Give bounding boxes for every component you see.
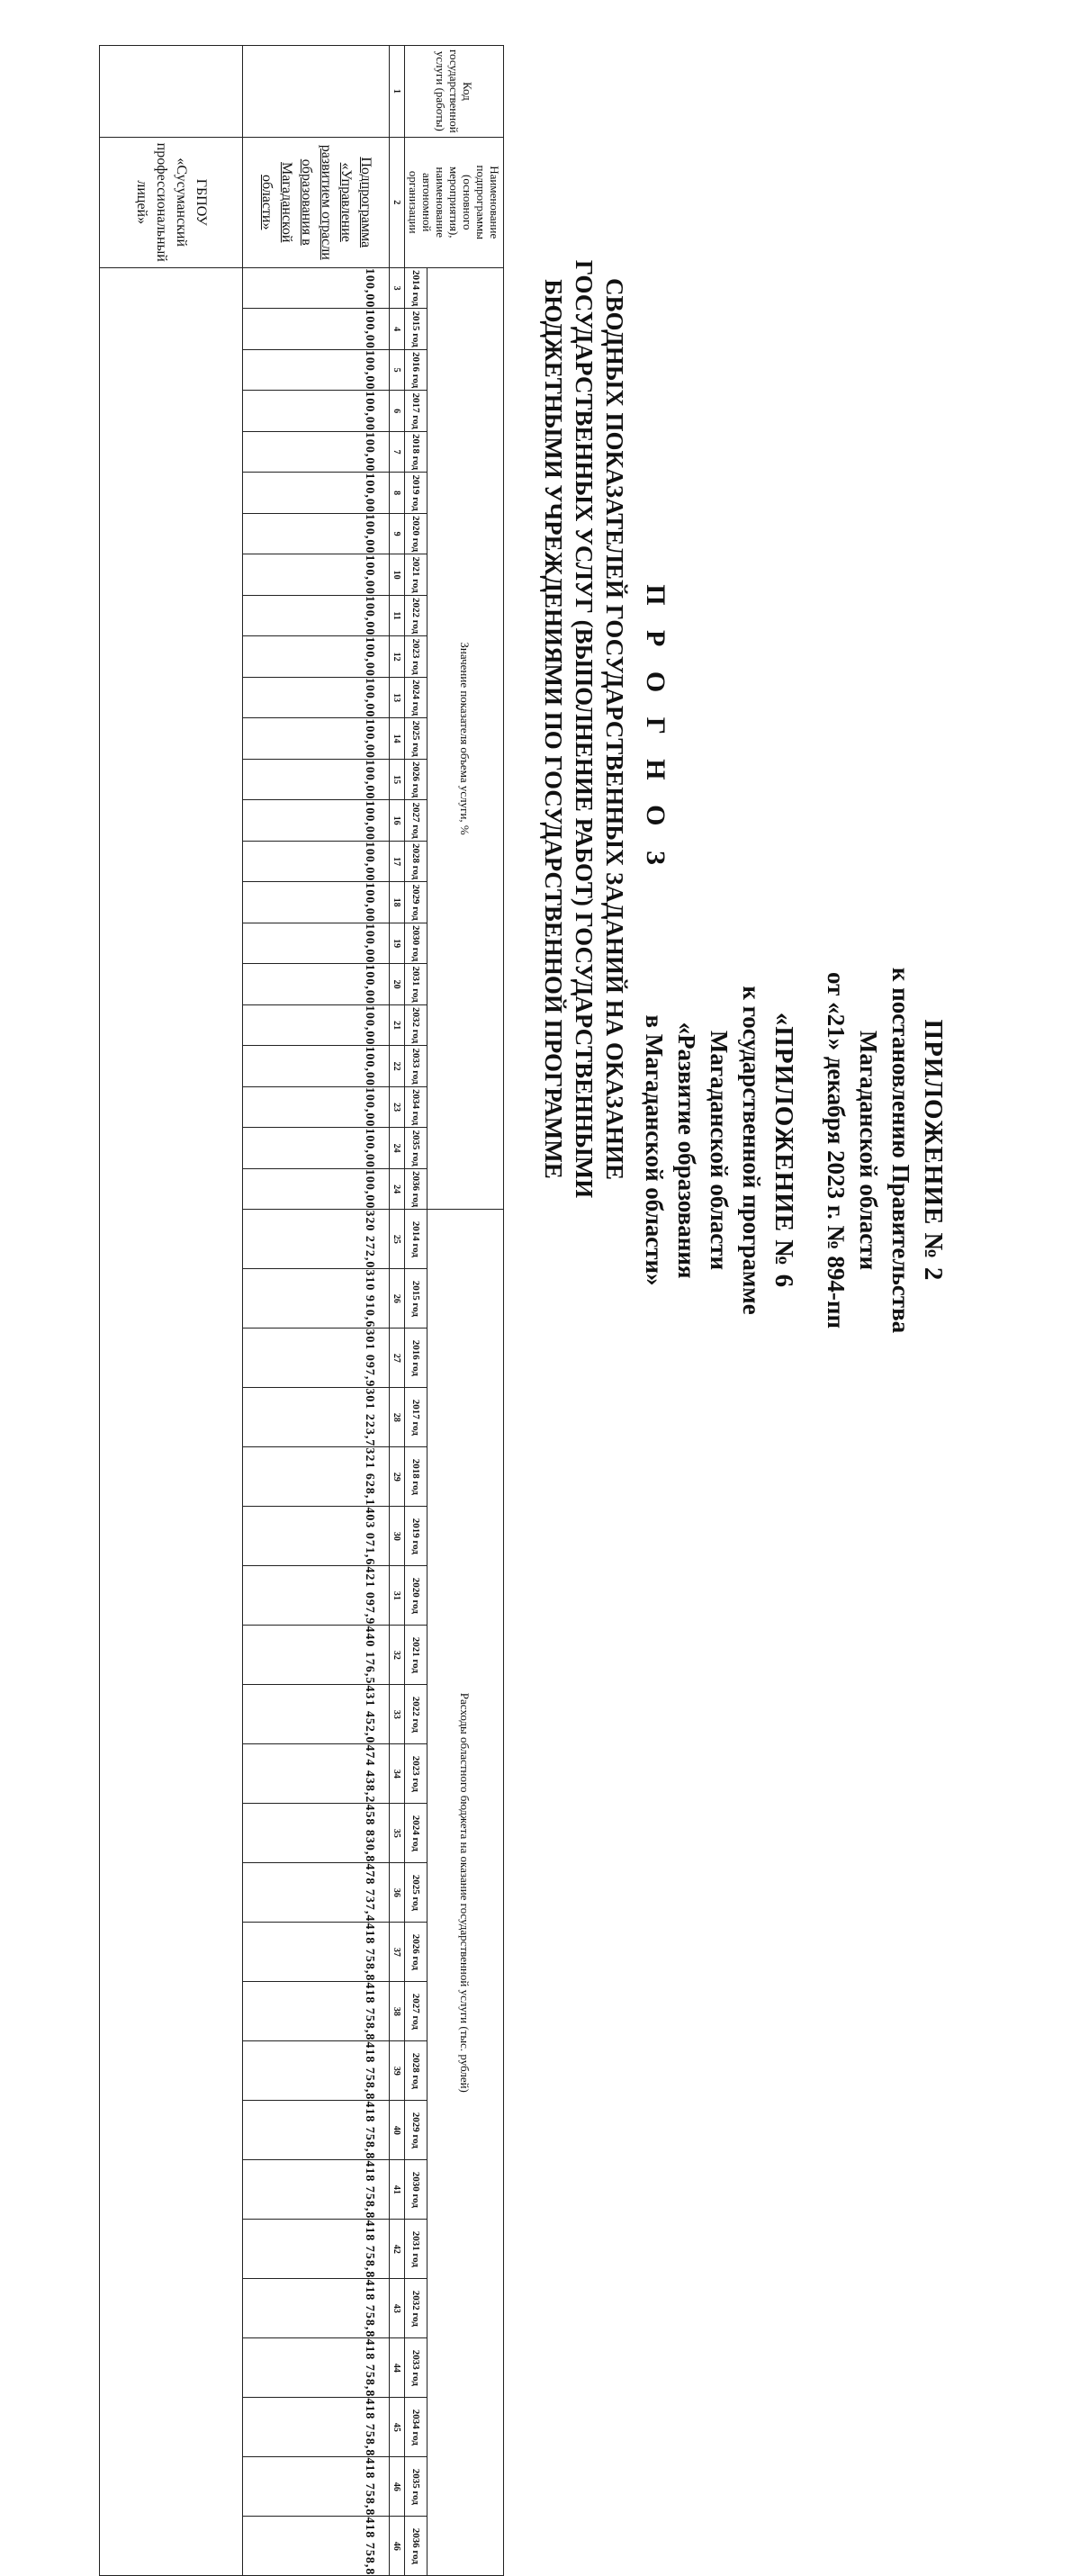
year-header: 2018 год xyxy=(405,431,428,473)
year-header: 2024 год xyxy=(405,677,428,718)
column-number: 37 xyxy=(390,1923,405,1982)
column-number: 11 xyxy=(390,595,405,636)
appendix-ref-line: в Магаданской области» xyxy=(641,1014,668,1286)
column-number: 4 xyxy=(390,309,405,350)
expense-value: 301 097,9 xyxy=(243,1329,390,1388)
column-number: 13 xyxy=(390,677,405,718)
column-number: 24 xyxy=(390,1168,405,1210)
volume-value: 100,00 xyxy=(243,1086,390,1128)
expense-value: 403 071,6 xyxy=(243,1507,390,1566)
expense-value: 418 758,8 xyxy=(243,1982,390,2041)
year-header: 2022 год xyxy=(405,1685,428,1744)
volume-value: 100,00 xyxy=(243,882,390,923)
year-header: 2031 год xyxy=(405,964,428,1005)
year-header: 2021 год xyxy=(405,554,428,596)
column-number: 45 xyxy=(390,2398,405,2457)
year-header: 2026 год xyxy=(405,759,428,800)
column-number: 1 xyxy=(390,46,405,138)
appendix-number-original: «ПРИЛОЖЕНИЕ № 6 xyxy=(770,1012,798,1289)
column-number: 40 xyxy=(390,2101,405,2160)
column-number: 3 xyxy=(390,267,405,309)
column-number: 41 xyxy=(390,2160,405,2220)
year-header: 2017 год xyxy=(405,1388,428,1447)
volume-value: 100,00 xyxy=(243,1168,390,1210)
year-header: 2035 год xyxy=(405,1128,428,1169)
header-volume-group: Значение показателя объема услуги, % xyxy=(428,267,504,1210)
year-header: 2029 год xyxy=(405,2101,428,2160)
column-number: 20 xyxy=(390,964,405,1005)
volume-value: 100,00 xyxy=(243,636,390,678)
volume-value: 100,00 xyxy=(243,677,390,718)
volume-value: 100,00 xyxy=(243,841,390,882)
column-number: 23 xyxy=(390,1086,405,1128)
column-number: 6 xyxy=(390,391,405,432)
column-number: 34 xyxy=(390,1744,405,1804)
volume-value: 100,00 xyxy=(243,513,390,554)
year-header: 2025 год xyxy=(405,1863,428,1923)
volume-value: 100,00 xyxy=(243,391,390,432)
column-number: 12 xyxy=(390,636,405,678)
volume-value: 100,00 xyxy=(243,473,390,514)
volume-value: 100,00 xyxy=(243,267,390,309)
volume-value: 100,00 xyxy=(243,718,390,760)
column-number: 9 xyxy=(390,513,405,554)
row-code xyxy=(243,46,390,138)
year-header: 2034 год xyxy=(405,1086,428,1128)
column-number: 27 xyxy=(390,1329,405,1388)
header-expenses-group: Расходы областного бюджета на оказание государственной услуги (тыс. рублей) xyxy=(428,1210,504,2576)
appendix-ref-line: к государственной программе xyxy=(738,986,765,1315)
column-number: 25 xyxy=(390,1210,405,1269)
year-header: 2033 год xyxy=(405,2338,428,2398)
expense-value: 440 176,5 xyxy=(243,1626,390,1685)
year-header: 2016 год xyxy=(405,349,428,391)
column-number: 5 xyxy=(390,349,405,391)
column-number: 21 xyxy=(390,1004,405,1046)
appendix-ref-line: «Развитие образования xyxy=(673,1022,700,1279)
subprogram-name: Подпрограмма «Управление развитием отрасли образования в Магаданской области» xyxy=(259,144,374,260)
column-number: 16 xyxy=(390,800,405,842)
year-header: 2014 год xyxy=(405,1210,428,1269)
appendix-date-line: от «21» декабря 2023 г. № 894-пп xyxy=(823,971,850,1329)
title-line: СВОДНЫХ ПОКАЗАТЕЛЕЙ ГОСУДАРСТВЕННЫХ ЗАДАНИЙ НА ОКАЗАНИЕ xyxy=(601,277,628,1181)
expense-value: 321 628,1 xyxy=(243,1447,390,1507)
volume-value: 100,00 xyxy=(243,759,390,800)
volume-value: 100,00 xyxy=(243,1004,390,1046)
column-number: 32 xyxy=(390,1626,405,1685)
expense-value: 431 452,0 xyxy=(243,1685,390,1744)
year-header: 2026 год xyxy=(405,1923,428,1982)
column-number: 19 xyxy=(390,923,405,964)
expense-value: 418 758,8 xyxy=(243,2279,390,2338)
year-header: 2036 год xyxy=(405,1168,428,1210)
expense-value: 418 758,8 xyxy=(243,2160,390,2220)
header-name: Наименование подпрограммы (основного мероприятия), наименование автономной организации xyxy=(405,137,504,267)
column-number: 33 xyxy=(390,1685,405,1744)
column-number: 44 xyxy=(390,2338,405,2398)
column-number: 2 xyxy=(390,137,405,267)
year-header: 2017 год xyxy=(405,391,428,432)
volume-value: 100,00 xyxy=(243,923,390,964)
forecast-table xyxy=(99,45,504,2576)
column-number: 10 xyxy=(390,554,405,596)
appendix-number: ПРИЛОЖЕНИЕ № 2 xyxy=(919,1019,948,1282)
column-number: 18 xyxy=(390,882,405,923)
volume-value: 100,00 xyxy=(243,964,390,1005)
expense-value: 458 830,8 xyxy=(243,1804,390,1863)
year-header: 2023 год xyxy=(405,636,428,678)
year-header: 2028 год xyxy=(405,2041,428,2101)
year-header: 2021 год xyxy=(405,1626,428,1685)
year-header: 2015 год xyxy=(405,309,428,350)
expense-value: 418 758,8 xyxy=(243,2041,390,2101)
column-number: 42 xyxy=(390,2220,405,2279)
year-header: 2034 год xyxy=(405,2398,428,2457)
column-number: 22 xyxy=(390,1046,405,1087)
column-number: 17 xyxy=(390,841,405,882)
appendix-ref-line: Магаданской области xyxy=(706,1030,733,1271)
expense-value: 418 758,8 xyxy=(243,2101,390,2160)
expense-value: 418 758,8 xyxy=(243,2220,390,2279)
expense-value: 418 758,8 xyxy=(243,2517,390,2576)
year-header: 2022 год xyxy=(405,595,428,636)
volume-value: 100,00 xyxy=(243,1128,390,1169)
row-code xyxy=(100,46,243,138)
column-number: 15 xyxy=(390,759,405,800)
expense-value: 421 097,9 xyxy=(243,1566,390,1626)
year-header: 2014 год xyxy=(405,267,428,309)
title-line: ГОСУДАРСТВЕННЫХ УСЛУГ (ВЫПОЛНЕНИЕ РАБОТ) ГОСУДАРСТВЕННЫМИ xyxy=(571,259,598,1199)
column-number: 24 xyxy=(390,1128,405,1169)
volume-value: 100,00 xyxy=(243,309,390,350)
column-number: 26 xyxy=(390,1269,405,1329)
year-header: 2033 год xyxy=(405,1046,428,1087)
year-header: 2018 год xyxy=(405,1447,428,1507)
column-number: 29 xyxy=(390,1447,405,1507)
year-header: 2024 год xyxy=(405,1804,428,1863)
title-line: БЮДЖЕТНЫМИ УЧРЕЖДЕНИЯМИ ПО ГОСУДАРСТВЕННОЙ ПРОГРАММЕ xyxy=(540,279,567,1179)
column-number: 28 xyxy=(390,1388,405,1447)
column-number: 46 xyxy=(390,2457,405,2517)
document-title xyxy=(538,72,673,1386)
year-header: 2032 год xyxy=(405,2279,428,2338)
row-name: ГБПОУ «Сусуманский профессиональный лицей» xyxy=(100,137,243,267)
volume-value: 100,00 xyxy=(243,1046,390,1087)
year-header: 2027 год xyxy=(405,800,428,842)
expense-value: 320 272,0 xyxy=(243,1210,390,1269)
volume-value: 100,00 xyxy=(243,554,390,596)
appendix-ref-line: Магаданской области xyxy=(855,1030,882,1271)
year-header: 2030 год xyxy=(405,923,428,964)
year-header: 2019 год xyxy=(405,1507,428,1566)
expense-value: 310 910,6 xyxy=(243,1269,390,1329)
year-header: 2020 год xyxy=(405,513,428,554)
volume-value: 100,00 xyxy=(243,800,390,842)
column-number: 39 xyxy=(390,2041,405,2101)
column-number: 14 xyxy=(390,718,405,760)
volume-value: 100,00 xyxy=(243,349,390,391)
header-code: Код государственной услуги (работы) xyxy=(405,46,504,138)
year-header: 2029 год xyxy=(405,882,428,923)
year-header: 2028 год xyxy=(405,841,428,882)
column-number: 7 xyxy=(390,431,405,473)
year-header: 2031 год xyxy=(405,2220,428,2279)
expense-value: 478 737,4 xyxy=(243,1863,390,1923)
expense-value: 301 223,7 xyxy=(243,1388,390,1447)
year-header: 2016 год xyxy=(405,1329,428,1388)
title-prognoz: П Р О Г Н О З xyxy=(641,584,670,874)
row-values-empty xyxy=(100,267,243,2576)
volume-value: 100,00 xyxy=(243,595,390,636)
column-number: 31 xyxy=(390,1566,405,1626)
year-header: 2015 год xyxy=(405,1269,428,1329)
appendix-ref-line: к постановлению Правительства xyxy=(887,967,914,1334)
appendix-header xyxy=(638,916,950,1384)
column-number: 35 xyxy=(390,1804,405,1863)
year-header: 2027 год xyxy=(405,1982,428,2041)
year-header: 2023 год xyxy=(405,1744,428,1804)
column-number: 38 xyxy=(390,1982,405,2041)
year-header: 2030 год xyxy=(405,2160,428,2220)
year-header: 2032 год xyxy=(405,1004,428,1046)
column-number: 30 xyxy=(390,1507,405,1566)
expense-value: 474 438,2 xyxy=(243,1744,390,1804)
year-header: 2019 год xyxy=(405,473,428,514)
row-name xyxy=(243,137,390,267)
expense-value: 418 758,8 xyxy=(243,2457,390,2517)
year-header: 2025 год xyxy=(405,718,428,760)
year-header: 2020 год xyxy=(405,1566,428,1626)
column-number: 8 xyxy=(390,473,405,514)
expense-value: 418 758,8 xyxy=(243,1923,390,1982)
column-number: 43 xyxy=(390,2279,405,2338)
column-number: 46 xyxy=(390,2517,405,2576)
volume-value: 100,00 xyxy=(243,431,390,473)
column-number: 36 xyxy=(390,1863,405,1923)
year-header: 2035 год xyxy=(405,2457,428,2517)
expense-value: 418 758,8 xyxy=(243,2338,390,2398)
year-header: 2036 год xyxy=(405,2517,428,2576)
expense-value: 418 758,8 xyxy=(243,2398,390,2457)
